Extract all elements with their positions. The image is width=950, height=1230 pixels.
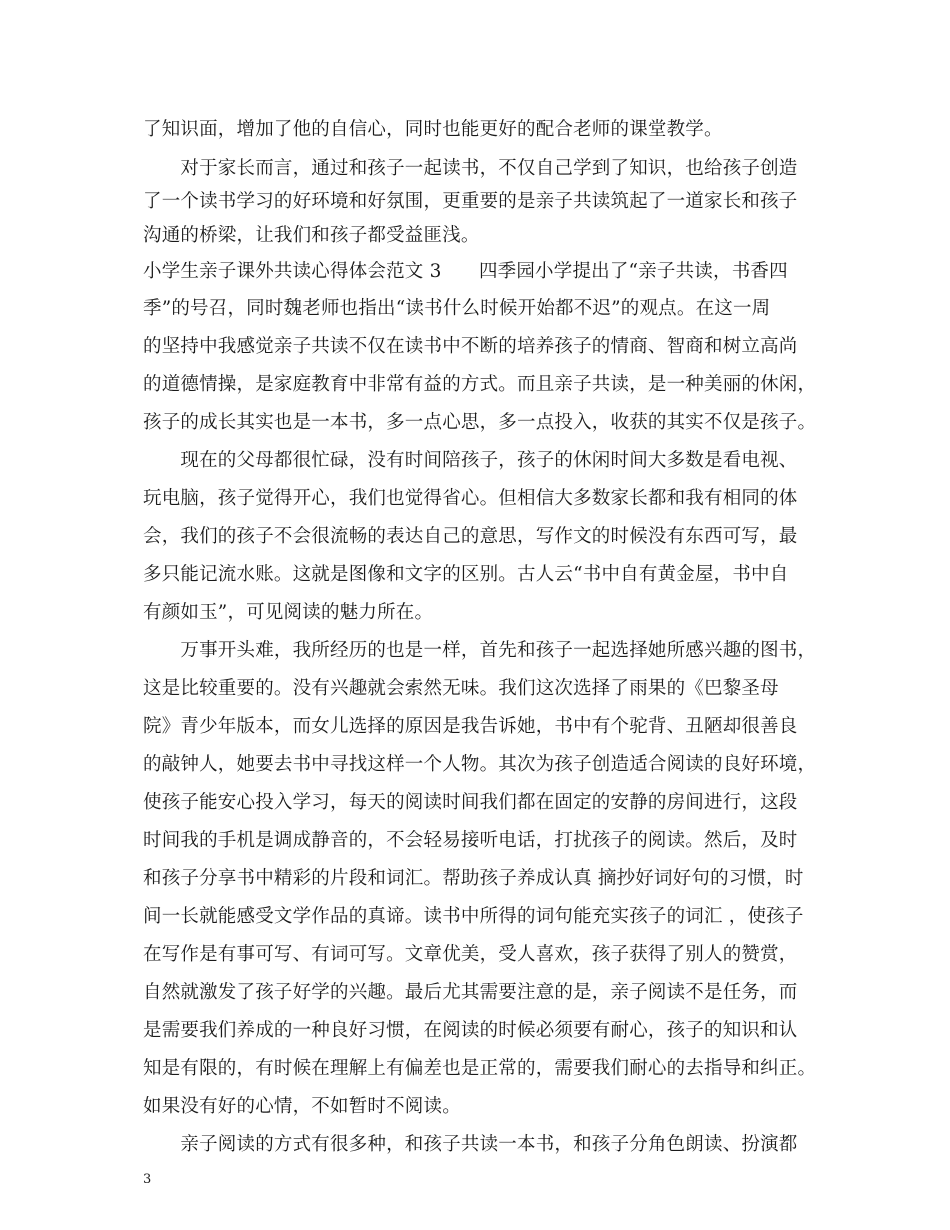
body-text-line: 万事开头难，我所经历的也是一样，首先和孩子一起选择她所感兴趣的图书，: [143, 640, 817, 661]
body-text-line: 自然就激发了孩子好学的兴趣。最后尤其需要注意的是，亲子阅读不是任务，而: [143, 982, 798, 1003]
section-heading-line: 小学生亲子课外共读心得体会范文 3 四季园小学提出了“亲子共读，书香四: [143, 261, 788, 282]
body-text-line: 院》青少年版本，而女儿选择的原因是我告诉她，书中有个驼背、丑陋却很善良: [143, 716, 798, 737]
body-text-line: 如果没有好的心情，不如暂时不阅读。: [143, 1096, 461, 1117]
body-text-line: 的道德情操，是家庭教育中非常有益的方式。而且亲子共读，是一种美丽的休闲，: [143, 374, 817, 395]
body-text-line: 沟通的桥梁，让我们和孩子都受益匪浅。: [143, 225, 480, 246]
body-text-line: 孩子的成长其实也是一本书，多一点心思，多一点投入，收获的其实不仅是孩子。: [143, 412, 817, 433]
body-text-line: 了一个读书学习的好环境和好氛围，更重要的是亲子共读筑起了一道家长和孩子: [143, 191, 798, 212]
body-text-line: 玩电脑，孩子觉得开心，我们也觉得省心。但相信大多数家长都和我有相同的体: [143, 488, 798, 509]
body-text-line: 有颜如玉”，可见阅读的魅力所在。: [143, 602, 434, 623]
body-text-line: 季”的号召，同时魏老师也指出“读书什么时候开始都不迟”的观点。在这一周: [143, 298, 771, 319]
body-text-line: 会，我们的孩子不会很流畅的表达自己的意思，写作文的时候没有东西可写，最: [143, 526, 798, 547]
body-text-line: 是需要我们养成的一种良好习惯，在阅读的时候必须要有耐心，孩子的知识和认: [143, 1020, 798, 1041]
body-text-line: 时间我的手机是调成静音的，不会轻易接听电话，打扰孩子的阅读。然后，及时: [143, 830, 798, 851]
body-text-line: 间一长就能感受文学作品的真谛。读书中所得的词句能充实孩子的词汇 ，使孩子: [143, 906, 804, 927]
body-text-line: 多只能记流水账。这就是图像和文字的区别。古人云“书中自有黄金屋，书中自: [143, 564, 789, 585]
body-text-line: 的敲钟人，她要去书中寻找这样一个人物。其次为孩子创造适合阅读的良好环境，: [143, 754, 817, 775]
body-text-line: 知是有限的，有时候在理解上有偏差也是正常的，需要我们耐心的去指导和纠正。: [143, 1058, 817, 1079]
body-text-line: 和孩子分享书中精彩的片段和词汇。帮助孩子养成认真 摘抄好词好句的习惯，时: [143, 868, 804, 889]
body-text-line: 了知识面，增加了他的自信心，同时也能更好的配合老师的课堂教学。: [143, 119, 723, 140]
body-text-line: 在写作是有事可写、有词可写。文章优美，受人喜欢，孩子获得了别人的赞赏，: [143, 944, 798, 965]
body-text-line: 的坚持中我感觉亲子共读不仅在读书中不断的培养孩子的情商、智商和树立高尚: [143, 336, 798, 357]
page-number: 3: [143, 1172, 152, 1187]
body-text-line: 亲子阅读的方式有很多种，和孩子共读一本书，和孩子分角色朗读、扮演都: [143, 1134, 798, 1155]
body-text-line: 这是比较重要的。没有兴趣就会索然无味。我们这次选择了雨果的《巴黎圣母: [143, 678, 779, 699]
body-text-line: 现在的父母都很忙碌，没有时间陪孩子，孩子的休闲时间大多数是看电视、: [143, 450, 798, 471]
body-text-line: 使孩子能安心投入学习，每天的阅读时间我们都在固定的安静的房间进行，这段: [143, 792, 798, 813]
body-text-line: 对于家长而言，通过和孩子一起读书，不仅自己学到了知识，也给孩子创造: [143, 158, 798, 179]
